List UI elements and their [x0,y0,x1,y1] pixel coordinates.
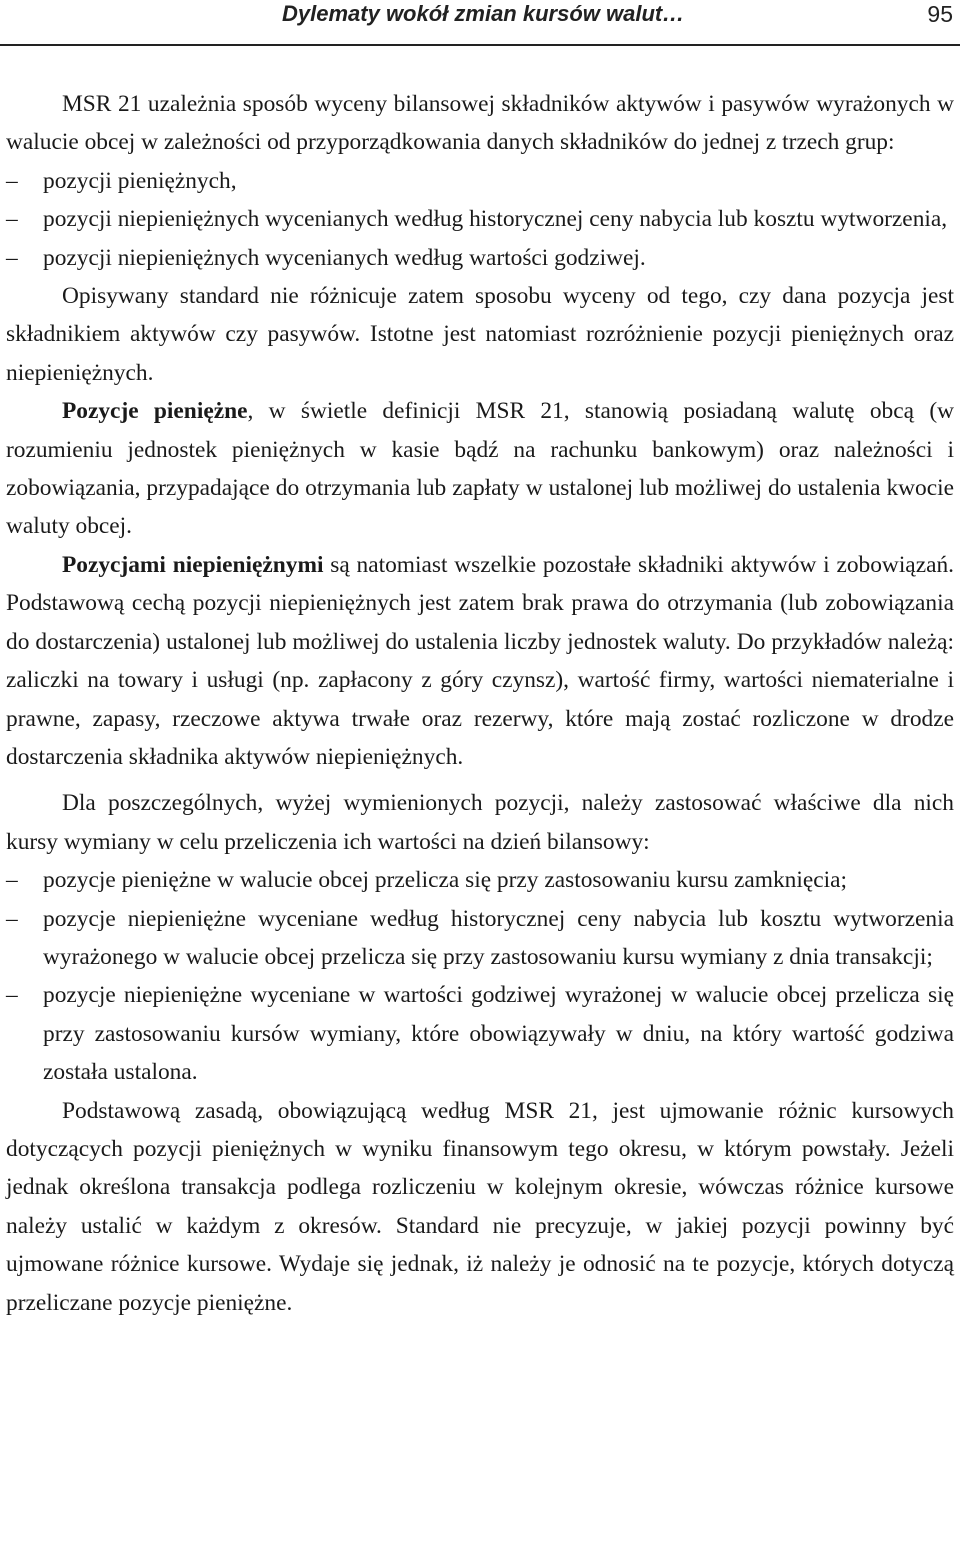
nonmonetary-items-term: Pozycjami niepieniężnymi [62,551,324,578]
principle-paragraph: Podstawową zasadą, obowiązującą według MSR 21, jest ujmowanie różnic kursowych dotyczących pozycji pieniężnych w wyniku finansowym tego okresu, w którym powstały. Jeżeli jednak określona transakcja podlega rozliczeniu w kolejnym okresie, wówczas różnice kursowe należy ustalić w każdym z okresów. Standard nie precyzuje, w jakiej pozycji powinny być ujmowane różnice kursowe. Wydaje się jednak, iż należy je odnosić na te pozycje, których dotyczą przeliczane pozycje pieniężne. [6,1097,954,1316]
exchange-rates-paragraph: Dla poszczególnych, wyżej wymienionych pozycji, należy zastosować właściwe dla nich kursy wymiany w celu przeliczenia ich wartości na dzień bilansowy: [6,790,954,855]
dash-bullet: – [6,982,18,1009]
dash-bullet: – [6,244,18,271]
list-item [6,239,954,277]
list-item [6,200,954,238]
dash-bullet: – [6,905,18,932]
list-item-text: pozycje pieniężne w walucie obcej przelicza się przy zastosowaniu kursu zamknięcia; [43,867,848,894]
dash-bullet: – [6,206,18,233]
exchange-rates-list [6,861,954,1091]
monetary-items-definition: , w świetle definicji MSR 21, stanowią posiadaną walutę obcą (w rozumieniu jednostek pieniężnych w kasie bądź na rachunku bankowym) oraz należności i zobowiązania, przypadające do otrzymania lub zapłaty w ustalonej lub możliwej do ustalenia kwocie waluty obcej. [6,398,955,540]
list-item [6,861,954,899]
dash-bullet: – [6,867,18,894]
intro-paragraph: MSR 21 uzależnia sposób wyceny bilansowej składników aktywów i pasywów wyrażonych w walucie obcej w zależności od przyporządkowania danych składników do jednej z trzech grup: [6,91,954,156]
list-item-text: pozycji pieniężnych, [43,167,237,194]
list-item [6,900,954,977]
monetary-items-term: Pozycje pieniężne [62,398,248,425]
running-title: Dylematy wokół zmian kursów walut… [282,1,685,26]
list-item [6,162,954,200]
standard-paragraph: Opisywany standard nie różnicuje zatem sposobu wyceny od tego, czy dana pozycja jest składnikiem aktywów czy pasywów. Istotne jest natomiast rozróżnienie pozycji pieniężnych oraz niepieniężnych. [6,283,954,386]
list-item-text: pozycji niepieniężnych wycenianych według wartości godziwej. [43,244,646,271]
monetary-items-paragraph [6,392,954,546]
list-item [6,976,954,1091]
page-body [6,85,954,1322]
list-item-text: pozycje niepieniężne wyceniane w wartości godziwej wyrażonej w walucie obcej przelicza się przy zastosowaniu kursów wymiany, które obowiązywały w dniu, na który wartość godziwa została ustalona. [43,982,954,1086]
dash-bullet: – [6,167,18,194]
list-item-text: pozycje niepieniężne wyceniane według historycznej ceny nabycia lub kosztu wytworzenia wyrażonego w walucie obcej przelicza się przy zastosowaniu kursu wymiany z dnia transakcji; [43,905,954,970]
page-number: 95 [927,1,953,27]
groups-list [6,162,954,277]
nonmonetary-items-definition: są natomiast wszelkie pozostałe składniki aktywów i zobowiązań. Podstawową cechą pozycji niepieniężnych jest zatem brak prawa do otrzymania (lub zobowiązania do dostarczenia) ustalonej lub możliwej do ustalenia liczby jednostek waluty. Do przykładów należą: zaliczki na towary i usługi (np. zapłacony z góry czynsz), wartość firmy, wartości niematerialne i prawne, zapasy, rzeczowe aktywa trwałe oraz rezerwy, które mają zostać rozliczone w drodze dostarczenia składnika aktywów niepieniężnych. [6,551,954,770]
running-header [0,0,960,46]
list-item-text: pozycji niepieniężnych wycenianych według historycznej ceny nabycia lub kosztu wytworzenia, [43,206,948,233]
nonmonetary-items-paragraph [6,546,954,776]
